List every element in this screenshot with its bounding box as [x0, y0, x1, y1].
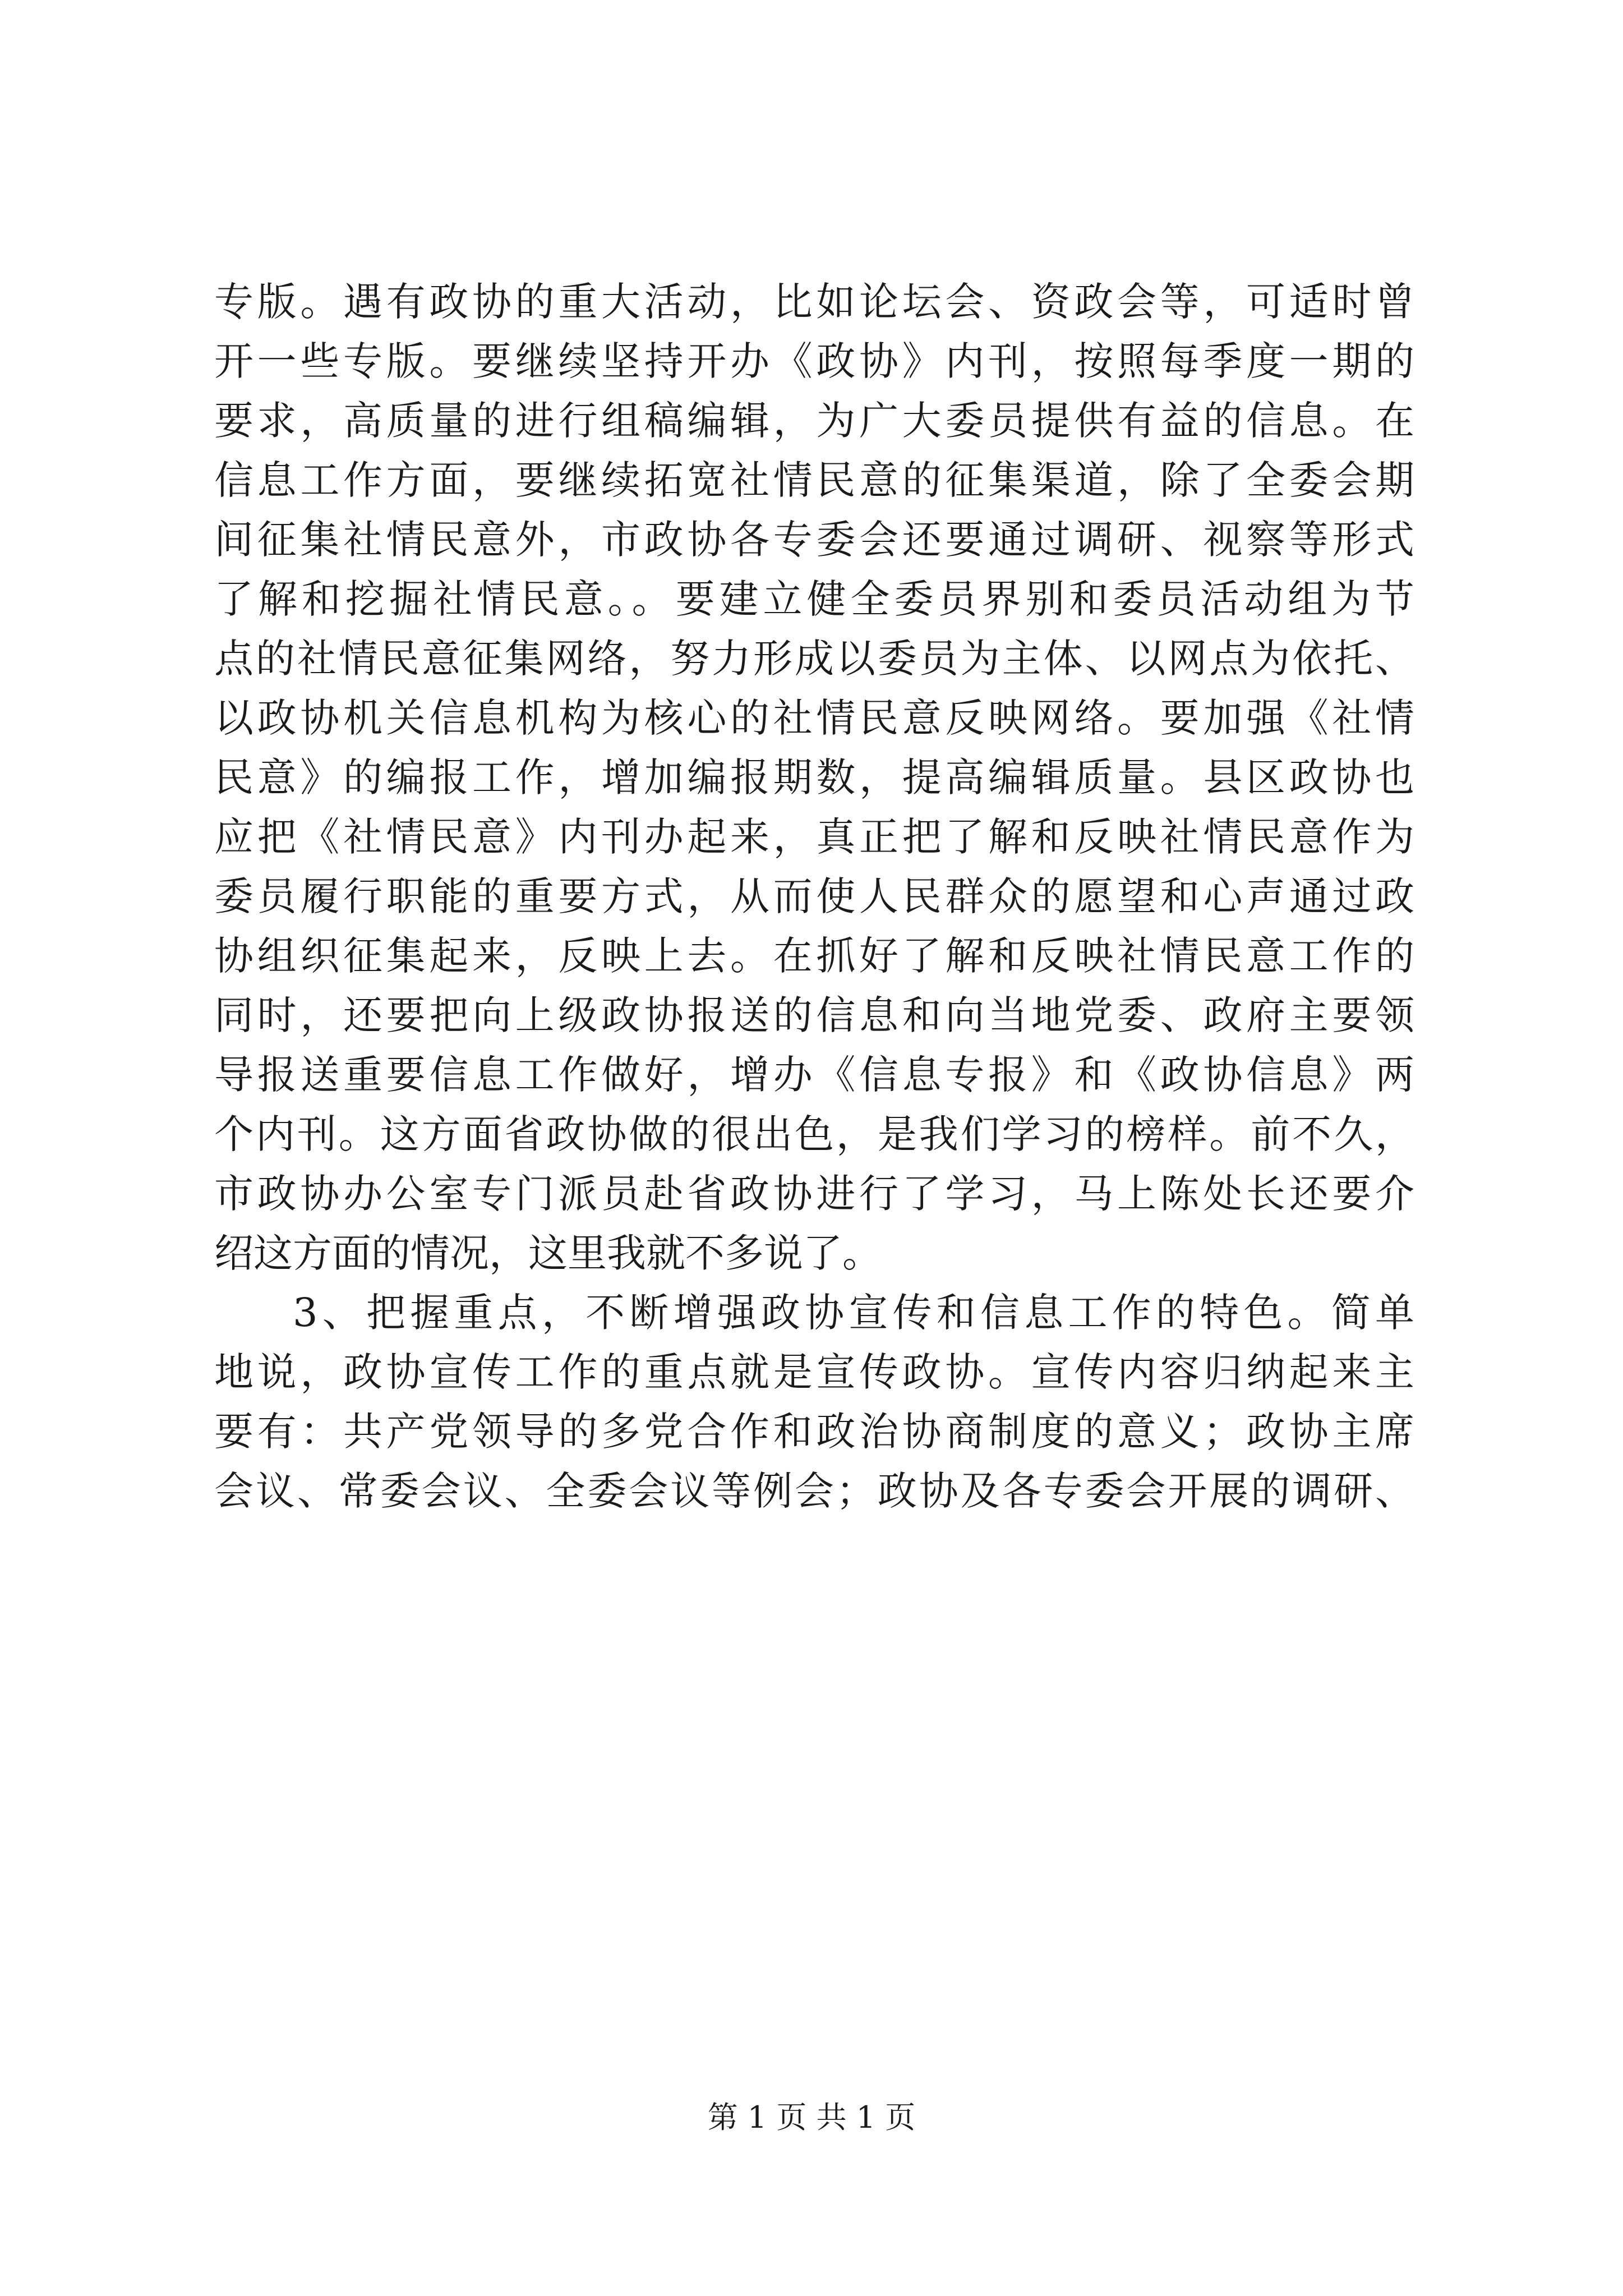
- text-line: 间征集社情民意外，市政协各专委会还要通过调研、视察等形式: [214, 517, 1414, 563]
- text-line-paragraph-start: 3、把握重点，不断增强政协宣传和信息工作的特色。简单: [293, 1290, 1414, 1336]
- text-line: 个内刊。这方面省政协做的很出色，是我们学习的榜样。前不久，: [214, 1111, 1414, 1157]
- text-line: 绍这方面的情况，这里我就不多说了。: [214, 1230, 882, 1276]
- text-line: 地说，政协宣传工作的重点就是宣传政协。宣传内容归纳起来主: [214, 1349, 1414, 1395]
- text-line: 专版。遇有政协的重大活动，比如论坛会、资政会等，可适时曾: [214, 279, 1414, 325]
- text-line: 以政协机关信息机构为核心的社情民意反映网络。要加强《社情: [214, 695, 1414, 741]
- text-line: 市政协办公室专门派员赴省政协进行了学习，马上陈处长还要介: [214, 1171, 1414, 1217]
- text-line: 要有：共产党领导的多党合作和政治协商制度的意义；政协主席: [214, 1409, 1414, 1455]
- text-line: 点的社情民意征集网络，努力形成以委员为主体、以网点为依托、: [214, 636, 1414, 682]
- text-line: 了解和挖掘社情民意。。要建立健全委员界别和委员活动组为节: [214, 576, 1414, 622]
- text-line: 委员履行职能的重要方式，从而使人民群众的愿望和心声通过政: [214, 873, 1414, 919]
- text-line: 应把《社情民意》内刊办起来，真正把了解和反映社情民意作为: [214, 814, 1414, 860]
- document-body: [214, 272, 1414, 1521]
- text-line: 信息工作方面，要继续拓宽社情民意的征集渠道，除了全委会期: [214, 457, 1414, 503]
- text-line: 同时，还要把向上级政协报送的信息和向当地党委、政府主要领: [214, 992, 1414, 1038]
- page-number-footer: 第 1 页 共 1 页: [707, 2100, 916, 2135]
- text-line: 开一些专版。要继续坚持开办《政协》内刊，按照每季度一期的: [214, 338, 1414, 384]
- text-line: 导报送重要信息工作做好，增办《信息专报》和《政协信息》两: [214, 1052, 1414, 1098]
- text-line: 民意》的编报工作，增加编报期数，提高编辑质量。县区政协也: [214, 754, 1414, 800]
- text-line: 要求，高质量的进行组稿编辑，为广大委员提供有益的信息。在: [214, 398, 1414, 444]
- text-line: 会议、常委会议、全委会议等例会；政协及各专委会开展的调研、: [214, 1468, 1414, 1514]
- text-line: 协组织征集起来，反映上去。在抓好了解和反映社情民意工作的: [214, 933, 1414, 979]
